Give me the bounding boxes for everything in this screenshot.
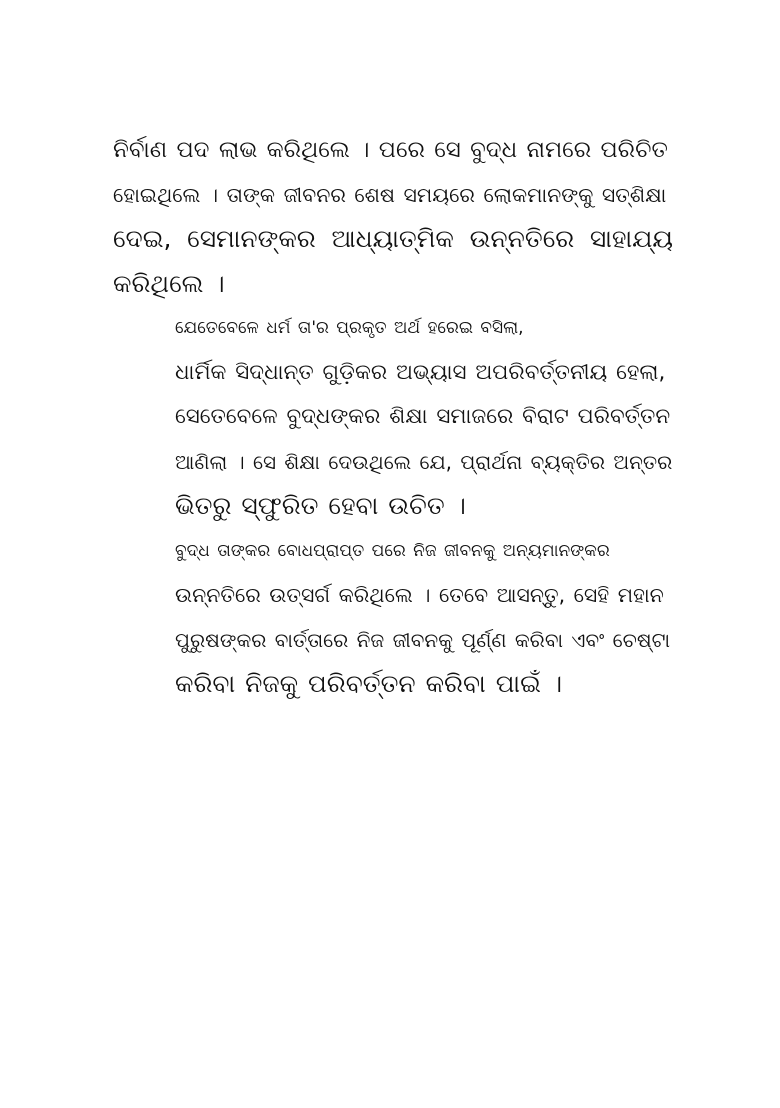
text-line: ଯେତେବେଳେ ଧର୍ମ ତା'ର ପ୍ରକୃତ ଅର୍ଥ ହରେଇ ବସିଲା,	[175, 318, 524, 338]
text-line: ଉନ୍ନତିରେ ଉତ୍ସର୍ଗ କରିଥିଲେ । ତେବେ ଆସନ୍ତୁ, ସେହି ମହାନ	[175, 583, 664, 607]
text-line: ବୁଦ୍ଧ ତାଙ୍କର ବୋଧପ୍ରାପ୍ତ ପରେ ନିଜ ଜୀବନକୁ ଅନ୍ୟମାନଙ୍କର	[175, 540, 610, 561]
text-line: ସେତେବେଳେ ବୁଦ୍ଧଙ୍କର ଶିକ୍ଷା ସମାଜରେ ବିରାଟ ପରିବର୍ତ୍ତନ	[175, 404, 671, 429]
text-line: ଧାର୍ମିକ ସିଦ୍ଧାନ୍ତ ଗୁଡ଼ିକର ଅଭ୍ୟାସ ଅପରିବର୍ତ୍ତନୀୟ ହେଲା,	[175, 359, 666, 385]
page-body	[113, 128, 673, 707]
text-line: ହୋଇଥିଲେ । ତାଙ୍କ ଜୀବନର ଶେଷ ସମୟରେ ଲୋକମାନଙ୍କୁ ସତ୍‌ଶିକ୍ଷା	[113, 182, 667, 207]
paragraph-1	[113, 128, 673, 306]
text-line: ଭିତରୁ ସ୍ଫୁରିତ ହେବା ଉଚିତ ।	[175, 491, 466, 520]
paragraph-2	[113, 306, 673, 529]
text-line: ଦେଇ, ସେମାନଙ୍କର ଆଧ୍ୟାତ୍ମିକ ଉନ୍ନତିରେ ସାହାଯ୍ୟ କରିଥିଲେ ।	[113, 224, 673, 298]
text-line: ପୁରୁଷଙ୍କର ବାର୍ତ୍ତାରେ ନିଜ ଜୀବନକୁ ପୂର୍ଣ୍ଣ କରିବା ଏବଂ ଚେଷ୍ଟା	[175, 627, 671, 652]
text-line: ନିର୍ବାଣ ପଦ ଲାଭ କରିଥିଲେ । ପରେ ସେ ବୁଦ୍ଧ ନାମରେ ପରିଚିତ	[113, 137, 668, 163]
text-line: ଆଣିଲା । ସେ ଶିକ୍ଷା ଦେଉଥିଲେ ଯେ, ପ୍ରାର୍ଥନା ବ୍ୟକ୍ତିର ଅନ୍ତର	[175, 449, 673, 474]
paragraph-3	[113, 529, 673, 707]
text-line: କରିବା ନିଜକୁ ପରିବର୍ତ୍ତନ କରିବା ପାଇଁ ।	[175, 669, 563, 698]
